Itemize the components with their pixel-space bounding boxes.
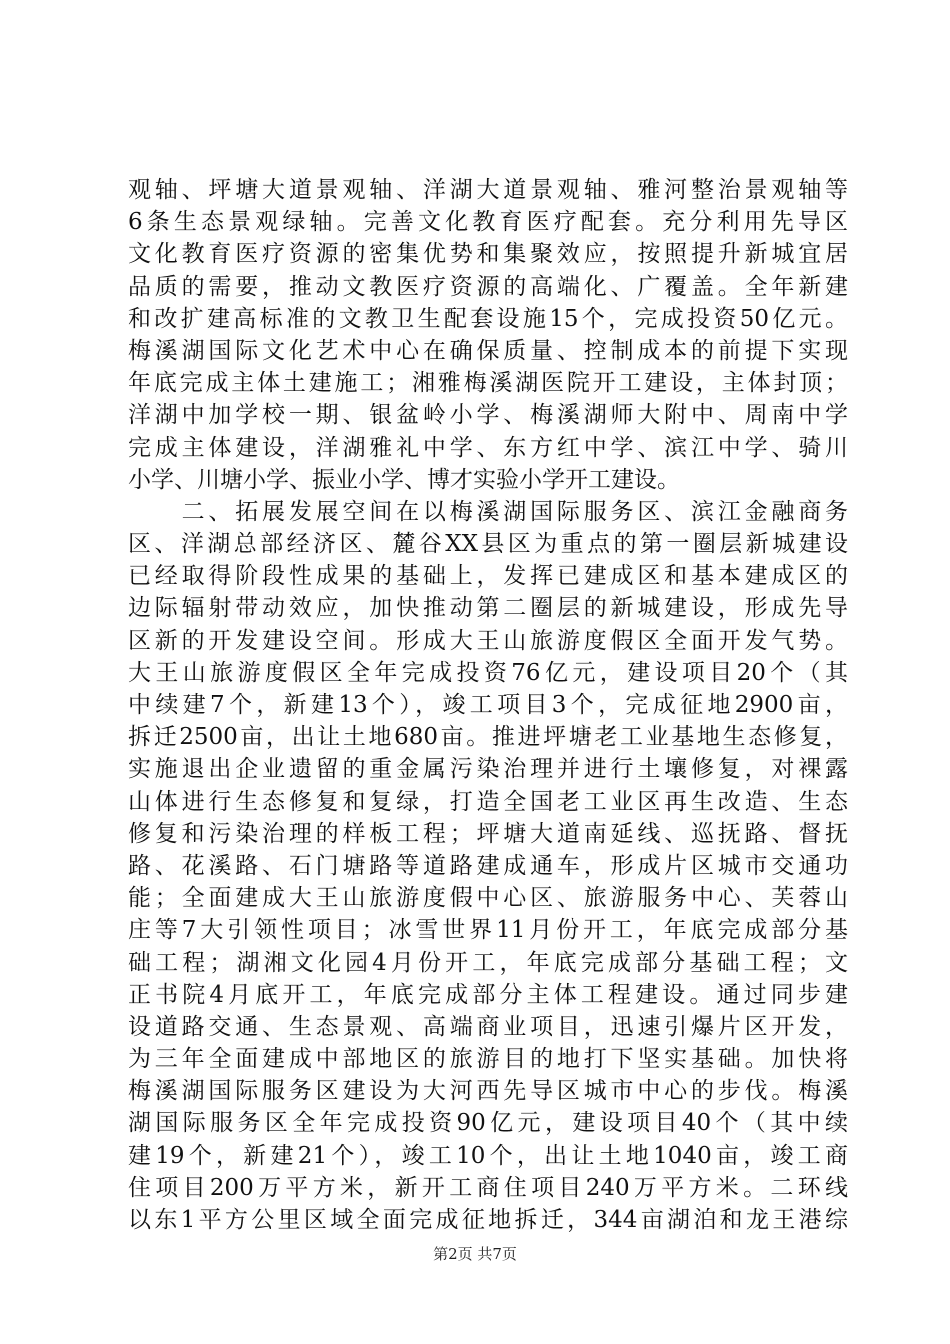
- text-line: 拆迁2500亩，出让土地680亩。推进坪塘老工业基地生态修复，: [128, 724, 848, 751]
- text-line: 年底完成主体土建施工；湘雅梅溪湖医院开工建设，主体封顶；: [128, 370, 848, 397]
- text-line: 础工程；湖湘文化园4月份开工，年底完成部分基础工程；文: [128, 949, 848, 976]
- text-line: 住项目200万平方米，新开工商住项目240万平方米。二环线: [128, 1174, 848, 1201]
- text-line: 梅溪湖国际文化艺术中心在确保质量、控制成本的前提下实现: [128, 337, 848, 364]
- text-line: 修复和污染治理的样板工程；坪塘大道南延线、巡抚路、督抚: [128, 820, 848, 847]
- text-line: 实施退出企业遗留的重金属污染治理并进行土壤修复，对裸露: [128, 756, 848, 783]
- text-line: 为三年全面建成中部地区的旅游目的地打下坚实基础。加快将: [128, 1046, 848, 1073]
- text-line: 观轴、坪塘大道景观轴、洋湖大道景观轴、雅河整治景观轴等: [128, 177, 848, 203]
- text-line: 中续建7个，新建13个），竣工项目3个，完成征地2900亩，: [128, 692, 848, 718]
- text-line: 大王山旅游度假区全年完成投资76亿元，建设项目20个（其: [128, 659, 848, 686]
- text-line: 品质的需要，推动文教医疗资源的高端化、广覆盖。全年新建: [128, 273, 848, 300]
- text-line: 梅溪湖国际服务区建设为大河西先导区城市中心的步伐。梅溪: [128, 1078, 848, 1105]
- text-line: 庄等7大引领性项目；冰雪世界11月份开工，年底完成部分基: [128, 917, 848, 944]
- text-line: 以东1平方公里区域全面完成征地拆迁，344亩湖泊和龙王港综: [128, 1207, 848, 1233]
- text-line: 区新的开发建设空间。形成大王山旅游度假区全面开发气势。: [128, 627, 848, 654]
- text-line: 文化教育医疗资源的密集优势和集聚效应，按照提升新城宜居: [128, 241, 848, 268]
- text-line: 边际辐射带动效应，加快推动第二圈层的新城建设，形成先导: [128, 595, 848, 622]
- text-line: 洋湖中加学校一期、银盆岭小学、梅溪湖师大附中、周南中学: [128, 402, 848, 429]
- text-line: 完成主体建设，洋湖雅礼中学、东方红中学、滨江中学、骑川: [128, 434, 848, 461]
- text-line: 区、洋湖总部经济区、麓谷XX县区为重点的第一圈层新城建设: [128, 531, 848, 558]
- text-line: 正书院4月底开工，年底完成部分主体工程建设。通过同步建: [128, 981, 848, 1008]
- page-footer: 第2页 共7页: [433, 1245, 517, 1263]
- text-line: 小学、川塘小学、振业小学、博才实验小学开工建设。: [128, 466, 680, 493]
- text-line: 路、花溪路、石门塘路等道路建成通车，形成片区城市交通功: [128, 852, 848, 879]
- text-line: 6条生态景观绿轴。完善文化教育医疗配套。充分利用先导区: [128, 209, 848, 236]
- text-line: 建19个，新建21个），竣工10个，出让土地1040亩，竣工商: [128, 1142, 848, 1169]
- text-line: 设道路交通、生态景观、高端商业项目，迅速引爆片区开发，: [128, 1013, 848, 1040]
- text-line: 和改扩建高标准的文教卫生配套设施15个，完成投资50亿元。: [128, 305, 848, 332]
- text-line: 已经取得阶段性成果的基础上，发挥已建成区和基本建成区的: [128, 563, 848, 590]
- text-line: 二、拓展发展空间在以梅溪湖国际服务区、滨江金融商务: [128, 498, 848, 525]
- body-text: [128, 174, 848, 1236]
- text-line: 湖国际服务区全年完成投资90亿元，建设项目40个（其中续: [128, 1110, 848, 1137]
- text-line: 能；全面建成大王山旅游度假中心区、旅游服务中心、芙蓉山: [128, 885, 848, 912]
- text-line: 山体进行生态修复和复绿，打造全国老工业区再生改造、生态: [128, 788, 848, 815]
